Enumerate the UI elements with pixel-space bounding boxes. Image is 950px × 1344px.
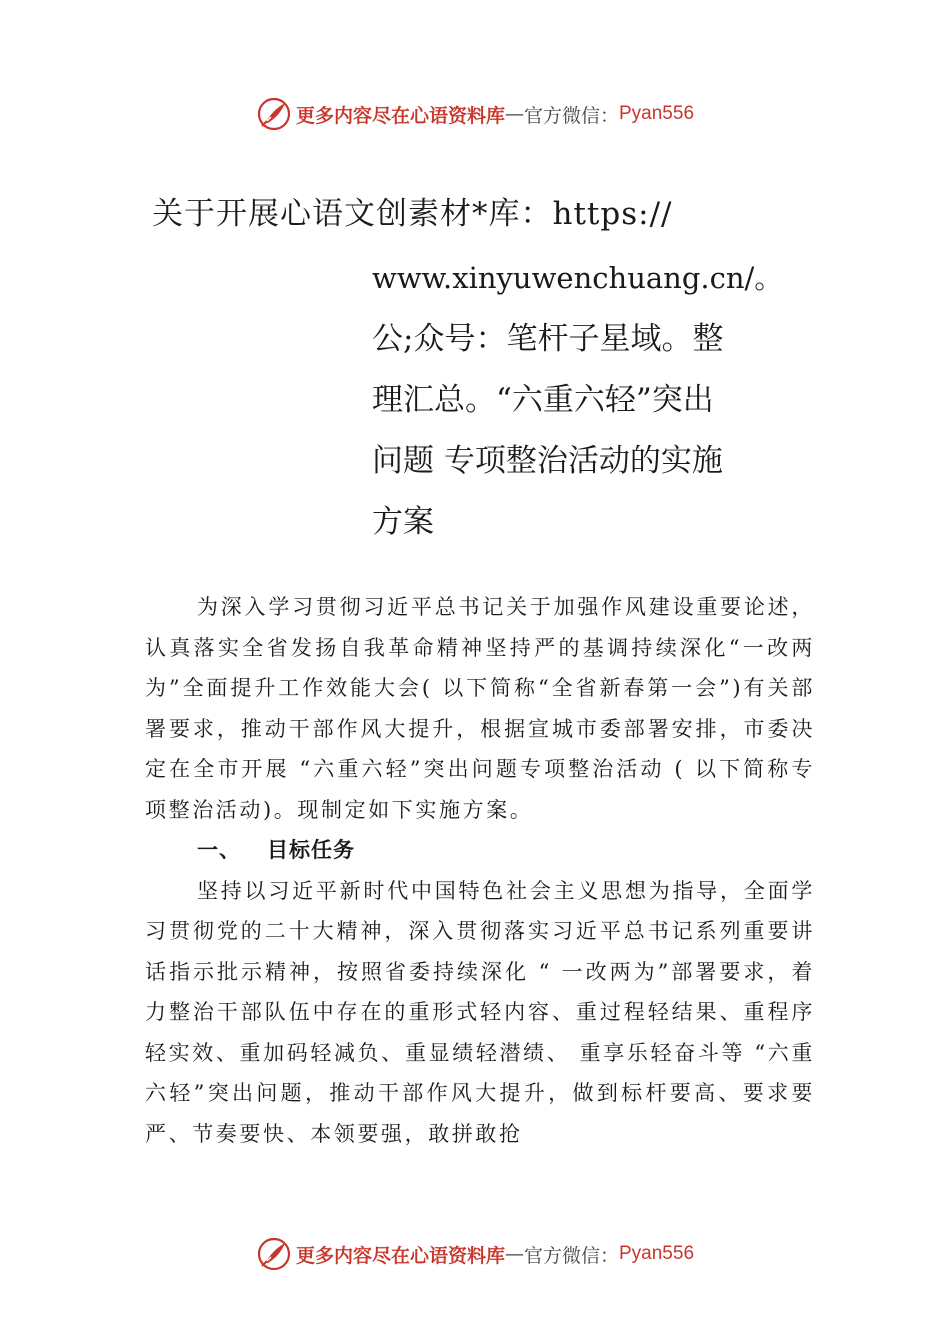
watermark-separator: — (504, 1243, 524, 1265)
watermark-separator: — (504, 103, 524, 125)
doc-title-rest-2: 理汇总。“六重六轻”突出 (372, 382, 714, 418)
quill-pen-logo-icon (256, 1236, 292, 1272)
doc-title-rest-4: 方案 (372, 504, 434, 540)
watermark-banner-top (0, 94, 950, 134)
doc-title-rest-1: 公;众号：笔杆子星域。整 (372, 321, 724, 357)
section-paragraph: 坚持以习近平新时代中国特色社会主义思想为指导，全面学习贯彻党的二十大精神，深入贯彻落实习近平总书记系列重要讲话指示批示精神，按照省委持续深化 “ 一改两为”部署要求，着力整治干部队伍中存在的重形式轻内容、重过程轻结果、重程序轻实效、重加码轻减负、重显绩轻潜绩、 重享乐轻奋斗等 “六重六轻”突出问题，推动干部作风大提升，做到标杆要高、要求要严、节奏要快、本领要强，敢拼敢抢 (145, 878, 815, 1146)
watermark-wechat-id: Pyan556 (619, 1243, 695, 1264)
doc-title-rest-3: 问题 专项整治活动的实施 (372, 443, 723, 479)
quill-pen-logo-icon (256, 96, 292, 132)
section-title: 目标任务 (267, 838, 355, 862)
watermark-wechat-label: 官方微信： (523, 104, 619, 127)
watermark-wechat-id: Pyan556 (619, 103, 695, 124)
section-number: 一、 (197, 838, 241, 862)
intro-paragraph: 为深入学习贯彻习近平总书记关于加强作风建设重要论述，认真落实全省发扬自我革命精神坚持严的基调持续深化“一改两为”全面提升工作效能大会( 以下简称“全省新春第一会”)有关部署要求，推动干部作风大提升，根据宣城市委部署安排，市委决定在全市开展 “六重六轻”突出问题专项整治活动 ( 以下简称专项整治活动)。现制定如下实施方案。 (145, 595, 815, 822)
section-heading (145, 830, 815, 871)
doc-title-line1: 关于开展心语文创素材*库：https:// (152, 196, 673, 232)
watermark-brand: 更多内容尽在心语资料库 (295, 1244, 505, 1267)
doc-body (145, 587, 815, 1154)
watermark-wechat-label: 官方微信： (523, 1244, 619, 1267)
watermark-brand: 更多内容尽在心语资料库 (295, 104, 505, 127)
doc-title-url: www.xinyuwenchuang.cn/。 (372, 261, 784, 295)
watermark-banner-bottom (0, 1234, 950, 1274)
doc-title-block (372, 248, 812, 553)
